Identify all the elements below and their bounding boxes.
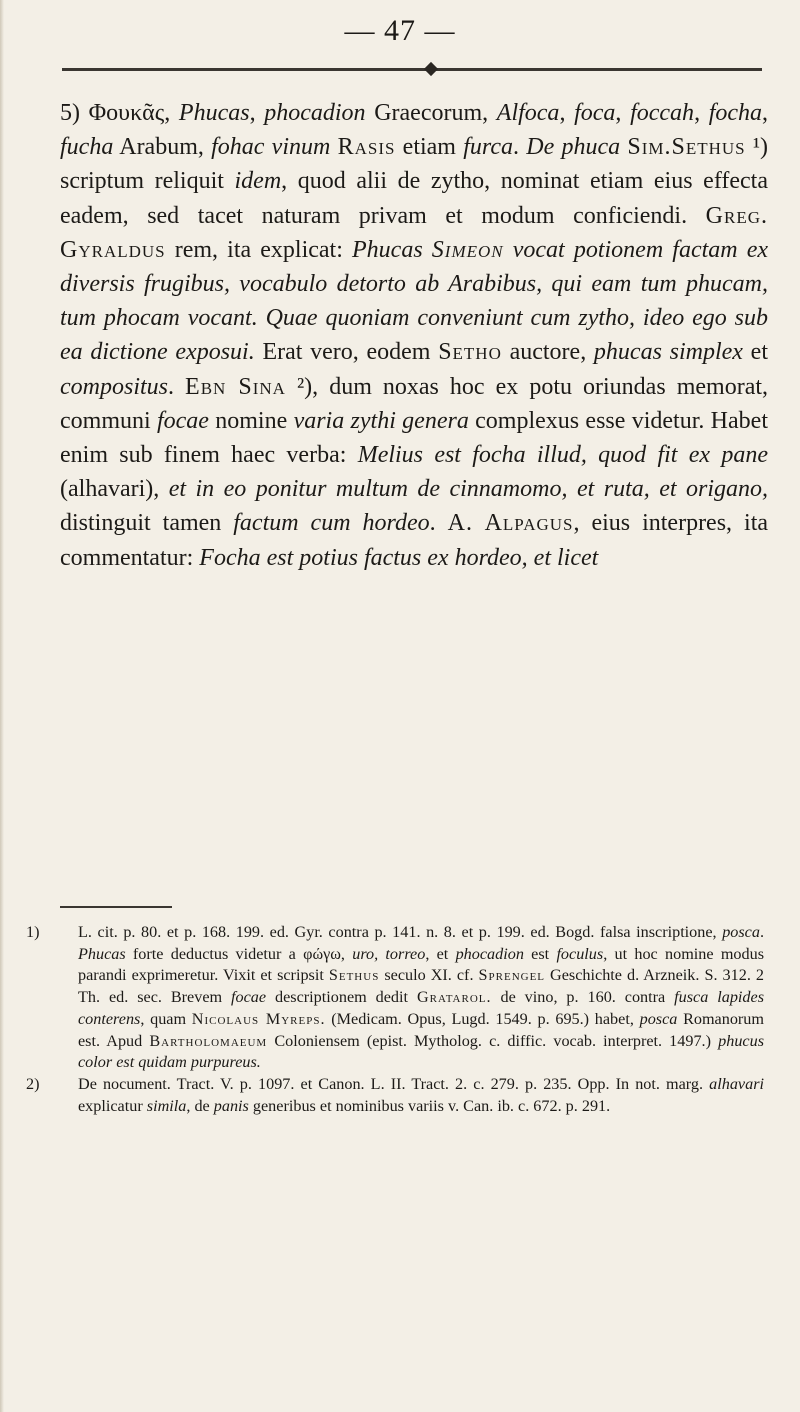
quote-ebn-sina: Melius est focha illud, quod fit ex pane — [357, 442, 769, 469]
footnote-2: 2) De nocument. Tract. V. p. 1097. et Canon. L. II. Tract. 2. c. 279. p. 235. Opp. In not. marg. alhavari explicatur simila, de panis generibus et nominibus variis v. Can. ib. c. 672. p. 291. — [26, 1074, 764, 1115]
author-simeon: Simeon — [431, 236, 504, 263]
header-rule — [62, 68, 762, 71]
author-gyraldus: Greg. Gyraldus — [60, 202, 768, 263]
term-phocadion: phocadion — [264, 100, 366, 126]
author-rasis: Rasis — [337, 134, 396, 161]
quote-alpagus: Focha est potius factus ex hordeo, et licet — [199, 544, 599, 571]
header-rule-ornament — [424, 62, 438, 76]
section-number: 5) — [60, 100, 89, 126]
footnote-label: 2) — [26, 1074, 40, 1093]
footnote-separator — [60, 906, 172, 908]
author-sethus: Sim.Sethus — [627, 134, 746, 161]
footnote-1: 1) L. cit. p. 80. et p. 168. 199. ed. Gyr. contra p. 141. n. 8. et p. 199. ed. Bogd. falsa inscriptione, posca. Phucas forte deductus videtur a φώγω, uro, torreo, et phocadion est foculus, ut hoc nomine modus parandi exprimeretur. Vixit et scripsit Sethus seculo XI. cf. Sprengel Geschichte d. Arzneik. S. 312. 2 Th. ed. sec. Brevem focae descriptionem dedit Gratarol. de vino, p. 160. contra fusca lapides conterens, quam Nicolaus Myreps. (Medicam. Opus, Lugd. 1549. p. 695.) habet, posca Romanorum est. Apud Bartholomaeum Coloniensem (epist. Mytholog. c. diffic. vocab. interpret. 1497.) phucus color est quidam purpureus. — [26, 923, 764, 1072]
author-alpagus: A. Alpagus — [447, 510, 574, 537]
page-number: — 47 — — [344, 14, 456, 47]
quote-gyraldus: vocat potionem factam ex diversis frugibus, vocabulo detorto ab Arabibus, qui eam tum phucam, tum phocam vocant. Quae quoniam conveniunt cum zytho, ideo ego sub ea dictione exposui. — [60, 236, 769, 366]
author-ebn-sina: Ebn Sina — [185, 373, 286, 400]
footnotes — [26, 922, 764, 1117]
term-alfoca: Alfoca — [496, 100, 560, 126]
main-paragraph: 5) Φουκᾶς, Phucas, phocadion Graecorum, Alfoca, foca, foccah, focha, fucha Arabum, fohac vinum Rasis etiam furca. De phuca Sim.Sethus ¹) scriptum reliquit idem, quod alii de zytho, nominat etiam eius effecta eadem, sed tacet naturam privam et modum conficiendi. Greg. Gyraldus rem, ita explicat: Phucas Simeon vocat potionem factam ex diversis frugibus, vocabulo detorto ab Arabibus, qui eam tum phucam, tum phocam vocant. Quae quoniam conveniunt cum zytho, ideo ego sub ea dictione exposui. Erat vero, eodem Setho auctore, phucas simplex et compositus. Ebn Sina ²), dum noxas hoc ex potu oriundas memorat, communi focae nomine varia zythi genera complexus esse videtur. Habet enim sub finem haec verba: Melius est focha illud, quod fit ex pane (alhavari), et in eo ponitur multum de cinnamomo, et ruta, et origano, distinguit tamen factum cum hordeo. A. Alpagus, eius interpres, ita commentatur: Focha est potius factus ex hordeo, et licet — [60, 100, 769, 571]
author-setho: Setho — [438, 339, 502, 366]
page-edge-shadow — [0, 0, 4, 1412]
footnote-label: 1) — [26, 923, 40, 941]
term-phucas: Phucas — [178, 100, 250, 126]
greek-term: Φουκᾶς — [88, 100, 165, 126]
